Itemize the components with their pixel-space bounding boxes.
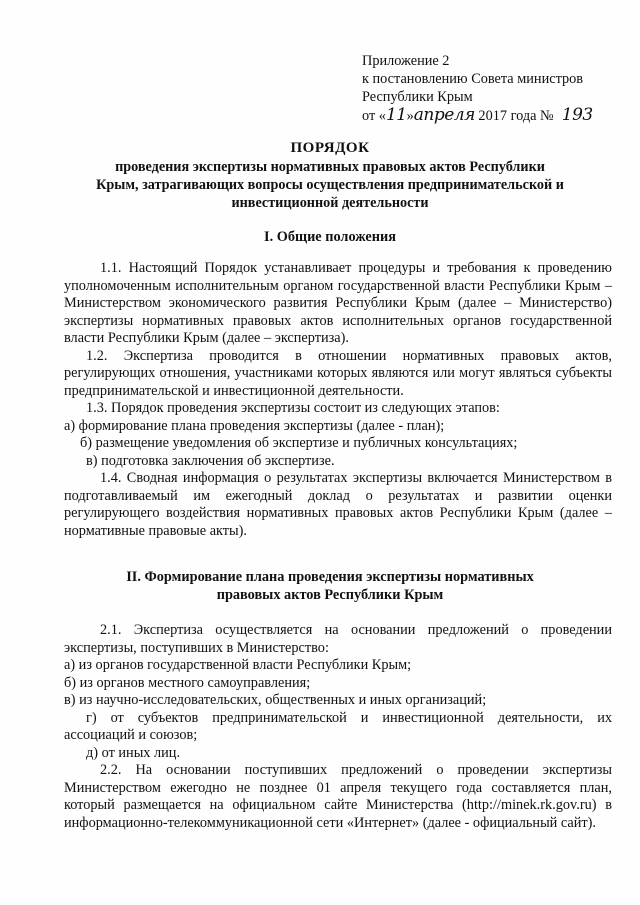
paragraph-1-4: 1.4. Сводная информация о результатах экспертизы включается Министерством в подготавливаемый им ежегодный доклад о результатах и развитии оценки регулирующего воздействия нормативных правовых актов Республики Крым (далее – нормативные правовые акты). <box>64 470 612 539</box>
date-mid: » <box>406 108 414 124</box>
paragraph-1-2: 1.2. Экспертиза проводится в отношении нормативных правовых актов, регулирующих отношения, участниками которых являются или могут являться субъекты предпринимательской и инвестиционной деятельности. <box>64 347 612 399</box>
document-title: ПОРЯДОК <box>290 140 370 156</box>
section-2-heading-line-2: правовых актов Республики Крым <box>216 587 444 603</box>
section-1-body <box>64 260 612 540</box>
annex-line-3: Республики Крым <box>362 89 473 105</box>
section-2-heading-line-1: II. Формирование плана проведения экспертизы нормативных <box>126 569 534 585</box>
subtitle-line-1: проведения экспертизы нормативных правовых актов Республики <box>115 159 545 175</box>
date-year: 2017 года № <box>478 108 554 124</box>
paragraph-2-2: 2.2. На основании поступивших предложений о проведении экспертизы Министерством ежегодно не позднее 01 апреля текущего года составляется план, который размещается на официальном сайте Министерства (http://minek.rk.gov.ru) в информационно-телекоммуникационной сети «Интернет» (далее - официальный сайт). <box>64 762 612 831</box>
section-2-body <box>64 622 612 832</box>
section-2-heading <box>60 568 600 604</box>
list-item-2-1-b: б) из органов местного самоуправления; <box>64 674 311 691</box>
section-1-heading: I. Общие положения <box>264 229 396 245</box>
list-item-2-1-e: д) от иных лиц. <box>86 744 181 761</box>
handwritten-month: апреля <box>413 105 475 125</box>
annex-line-2: к постановлению Совета министров <box>362 71 584 87</box>
document-subtitle <box>60 158 600 212</box>
list-item-1-3-b: б) размещение уведомления об экспертизе и публичных консультациях; <box>80 435 518 451</box>
list-item-1-3-a: а) формирование плана проведения экспертизы (далее - план); <box>64 417 445 434</box>
list-item-2-1-a: а) из органов государственной власти Республики Крым; <box>64 657 412 673</box>
subtitle-line-3: инвестиционной деятельности <box>231 195 429 211</box>
handwritten-doc-number: 193 <box>561 105 593 125</box>
subtitle-line-2: Крым, затрагивающих вопросы осуществления предпринимательской и <box>96 177 564 193</box>
paragraph-1-1: 1.1. Настоящий Порядок устанавливает процедуры и требования к проведению уполномоченным исполнительным органом государственной власти Республики Крым – Министерством экономического развития Республики Крым (далее – Министерство) экспертизы нормативных правовых актов исполнительных органов государственной власти Республики Крым (далее – экспертиза). <box>64 260 612 346</box>
paragraph-1-3: 1.3. Порядок проведения экспертизы состоит из следующих этапов: <box>86 400 500 416</box>
list-item-2-1-d: г) от субъектов предпринимательской и инвестиционной деятельности, их ассоциаций и союзов; <box>64 709 612 743</box>
annex-block <box>362 52 632 125</box>
annex-line-1: Приложение 2 <box>362 53 450 69</box>
date-prefix: от « <box>362 108 386 124</box>
handwritten-day: 11 <box>385 105 407 125</box>
list-item-1-3-c: в) подготовка заключения об экспертизе. <box>86 452 335 469</box>
paragraph-2-1: 2.1. Экспертиза осуществляется на основании предложений о проведении экспертизы, поступивших в Министерство: <box>64 622 612 656</box>
list-item-2-1-c: в) из научно-исследовательских, общественных и иных организаций; <box>64 692 487 708</box>
annex-date-line <box>362 106 632 125</box>
